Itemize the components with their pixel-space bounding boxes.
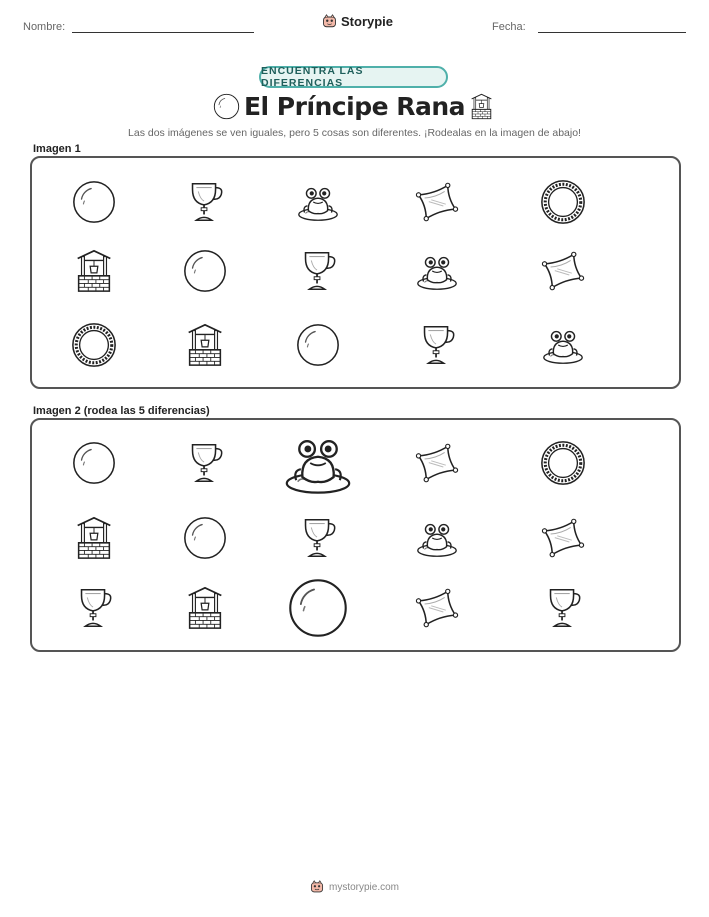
grid-cell[interactable] xyxy=(181,584,229,632)
grid-cell[interactable] xyxy=(413,439,461,487)
bubble-icon xyxy=(181,514,229,562)
grid-cell[interactable] xyxy=(70,514,118,562)
image1-label: Imagen 1 xyxy=(33,143,81,155)
goblet-icon xyxy=(70,584,118,632)
image1-panel xyxy=(30,156,681,389)
pillow-icon xyxy=(413,584,461,632)
grid-cell[interactable] xyxy=(413,321,461,369)
date-field-line[interactable] xyxy=(538,32,686,33)
well-icon xyxy=(181,321,229,369)
grid-cell[interactable] xyxy=(181,178,229,226)
name-label: Nombre: xyxy=(23,21,66,33)
grid-cell[interactable] xyxy=(539,514,587,562)
well-icon xyxy=(181,584,229,632)
grid-cell[interactable] xyxy=(70,247,118,295)
well-icon xyxy=(70,247,118,295)
well-title-icon xyxy=(467,92,496,121)
grid-cell[interactable] xyxy=(70,321,118,369)
grid-cell[interactable] xyxy=(294,514,342,562)
plate-icon xyxy=(539,439,587,487)
brand-logo xyxy=(322,14,393,29)
brand-name: Storypie xyxy=(341,14,394,29)
pillow-icon xyxy=(413,178,461,226)
grid-cell[interactable] xyxy=(539,178,587,226)
plate-icon xyxy=(70,321,118,369)
bubble-icon xyxy=(181,247,229,295)
frog-icon xyxy=(294,178,342,226)
grid-cell[interactable] xyxy=(181,514,229,562)
goblet-icon xyxy=(181,439,229,487)
grid-cell[interactable] xyxy=(413,514,461,562)
goblet-icon xyxy=(294,514,342,562)
grid-cell[interactable] xyxy=(413,584,461,632)
footer xyxy=(0,880,709,894)
goblet-icon xyxy=(539,584,587,632)
image2-label: Imagen 2 (rodea las 5 diferencias) xyxy=(33,405,210,417)
bubble-icon xyxy=(294,321,342,369)
plate-icon xyxy=(539,178,587,226)
frog-icon xyxy=(539,321,587,369)
frog-icon xyxy=(413,514,461,562)
page-title: El Príncipe Rana xyxy=(243,92,466,121)
well-icon xyxy=(70,514,118,562)
pillow-icon xyxy=(539,247,587,295)
grid-cell[interactable] xyxy=(279,424,357,502)
grid-cell[interactable] xyxy=(539,439,587,487)
grid-cell[interactable] xyxy=(70,584,118,632)
frog-icon xyxy=(413,247,461,295)
frog-icon xyxy=(279,424,357,502)
grid-cell[interactable] xyxy=(285,575,351,641)
date-label: Fecha: xyxy=(492,21,526,33)
grid-cell[interactable] xyxy=(70,178,118,226)
grid-cell[interactable] xyxy=(539,247,587,295)
grid-cell[interactable] xyxy=(413,247,461,295)
grid-cell[interactable] xyxy=(539,321,587,369)
name-field-line[interactable] xyxy=(72,32,254,33)
grid-cell[interactable] xyxy=(413,178,461,226)
storypie-logo-icon xyxy=(322,14,337,29)
bubble-icon xyxy=(70,439,118,487)
grid-cell[interactable] xyxy=(70,439,118,487)
goblet-icon xyxy=(181,178,229,226)
grid-cell[interactable] xyxy=(181,439,229,487)
goblet-icon xyxy=(413,321,461,369)
storypie-logo-icon xyxy=(310,880,324,894)
grid-cell[interactable] xyxy=(181,247,229,295)
grid-cell[interactable] xyxy=(294,178,342,226)
footer-site: mystorypie.com xyxy=(328,881,399,893)
image2-panel xyxy=(30,418,681,652)
grid-cell[interactable] xyxy=(181,321,229,369)
bubble-icon xyxy=(70,178,118,226)
goblet-icon xyxy=(294,247,342,295)
grid-cell[interactable] xyxy=(539,584,587,632)
grid-cell[interactable] xyxy=(294,247,342,295)
bubble-icon xyxy=(285,575,351,641)
activity-badge: ENCUENTRA LAS DIFERENCIAS xyxy=(259,66,448,88)
grid-cell[interactable] xyxy=(294,321,342,369)
pillow-icon xyxy=(413,439,461,487)
pillow-icon xyxy=(539,514,587,562)
instructions: Las dos imágenes se ven iguales, pero 5 cosas son diferentes. ¡Rodealas en la imagen de abajo! xyxy=(128,127,581,139)
